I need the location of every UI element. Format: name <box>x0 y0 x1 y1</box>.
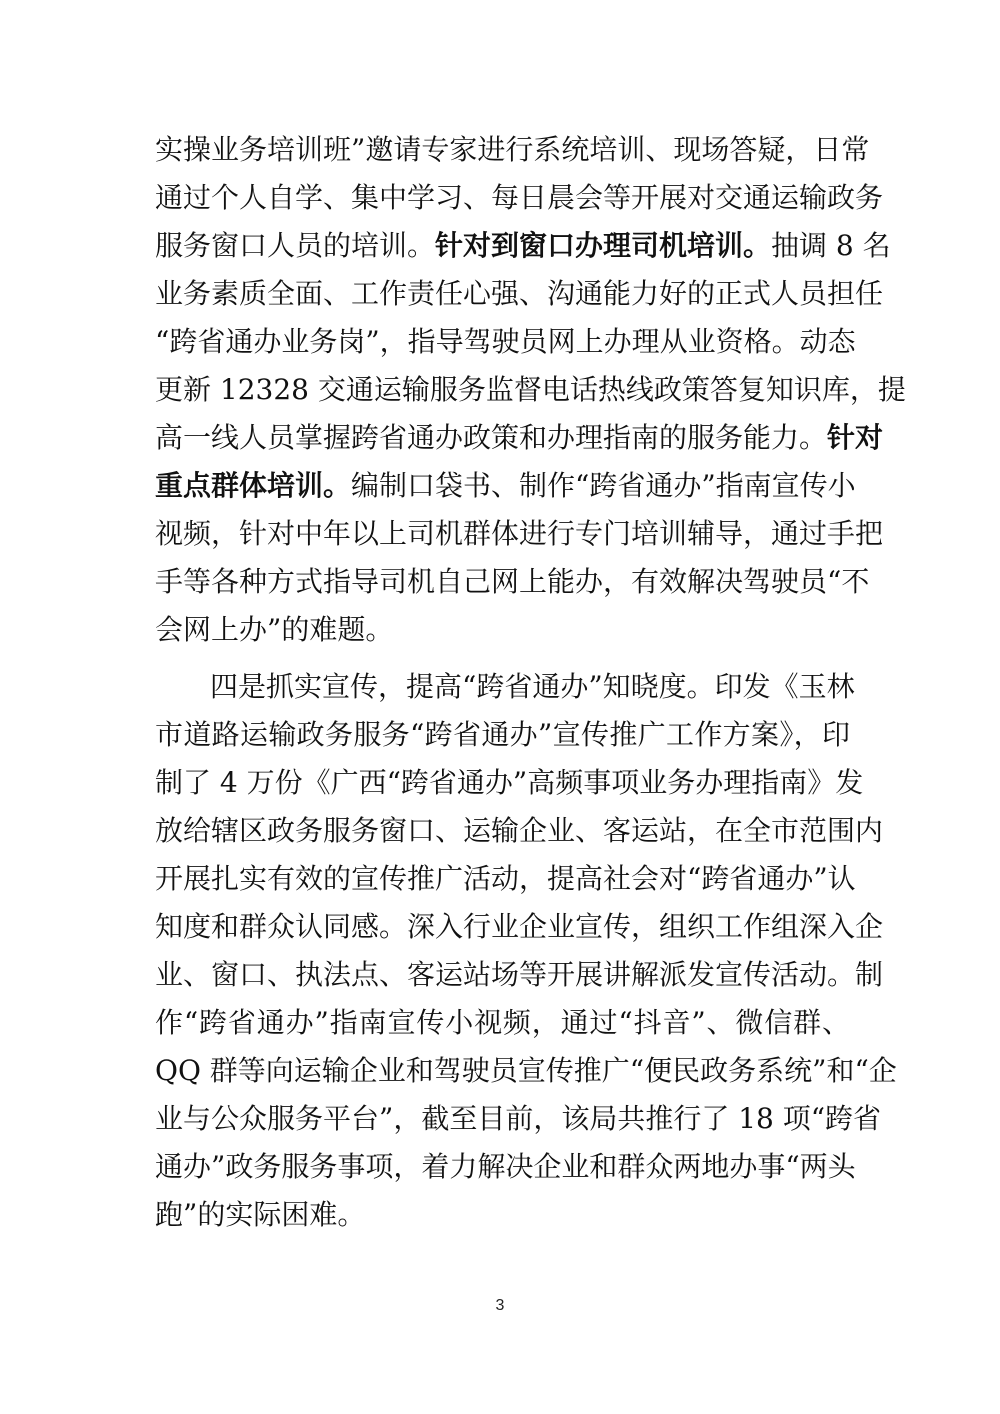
text-line <box>155 1096 882 1142</box>
body-text: 手等各种方式指导司机自己网上能办，有效解决驾驶员“不 <box>155 565 870 598</box>
text-line <box>155 1048 897 1094</box>
body-text: 服务窗口人员的培训。 <box>155 229 436 262</box>
body-text: 视频，针对中年以上司机群体进行专门培训辅导，通过手把 <box>155 517 884 550</box>
text-line <box>155 904 884 950</box>
text-line <box>155 367 906 413</box>
body-text: QQ 群等向运输企业和驾驶员宣传推广“便民政务系统”和“企 <box>155 1054 897 1087</box>
text-line <box>155 760 864 806</box>
text-line <box>155 511 884 557</box>
bold-heading-text: 重点群体培训。 <box>155 469 352 502</box>
text-line <box>155 856 856 902</box>
page-number: 3 <box>495 1297 505 1314</box>
bold-heading-text: 针对到窗口办理司机培训。 <box>435 229 772 262</box>
body-text: 高一线人员掌握跨省通办政策和办理指南的服务能力。 <box>155 421 828 454</box>
body-text: 放给辖区政务服务窗口、运输企业、客运站，在全市范围内 <box>155 814 884 847</box>
body-text: 业与公众服务平台”，截至目前，该局共推行了 18 项“跨省 <box>155 1102 882 1135</box>
body-text: 通办”政务服务事项，着力解决企业和群众两地办事“两头 <box>155 1150 856 1183</box>
body-text: 更新 12328 交通运输服务监督电话热线政策答复知识库，提 <box>155 373 906 406</box>
body-text: 四是抓实宣传，提高“跨省通办”知晓度。印发《玉林 <box>210 670 855 703</box>
text-line <box>155 712 850 758</box>
text-line <box>155 808 884 854</box>
text-line <box>155 175 884 221</box>
text-line <box>155 1192 850 1238</box>
text-line <box>155 463 856 509</box>
body-text: “跨省通办业务岗”，指导驾驶员网上办理从业资格。动态 <box>155 325 856 358</box>
body-text: 制了 4 万份《广西“跨省通办”高频事项业务办理指南》发 <box>155 766 864 799</box>
text-line <box>155 952 884 998</box>
body-text: 知度和群众认同感。深入行业企业宣传，组织工作组深入企 <box>155 910 884 943</box>
text-line <box>155 607 850 653</box>
bold-heading-text: 针对 <box>827 421 884 454</box>
text-line <box>155 127 870 173</box>
body-text: 编制口袋书、制作“跨省通办”指南宣传小 <box>351 469 856 502</box>
body-text: 业务素质全面、工作责任心强、沟通能力好的正式人员担任 <box>155 277 884 310</box>
text-line <box>210 664 855 710</box>
text-line <box>155 223 891 269</box>
text-line <box>155 415 884 461</box>
text-line <box>155 319 856 365</box>
body-text: 市道路运输政务服务“跨省通办”宣传推广工作方案》，印 <box>155 718 850 751</box>
text-line <box>155 1000 850 1046</box>
body-text: 抽调 8 名 <box>771 229 891 262</box>
text-line <box>155 559 870 605</box>
text-line <box>155 271 884 317</box>
body-text: 实操业务培训班”邀请专家进行系统培训、现场答疑，日常 <box>155 133 870 166</box>
body-text: 通过个人自学、集中学习、每日晨会等开展对交通运输政务 <box>155 181 884 214</box>
body-text: 开展扎实有效的宣传推广活动，提高社会对“跨省通办”认 <box>155 862 856 895</box>
body-text: 作“跨省通办”指南宣传小视频，通过“抖音”、微信群、 <box>155 1006 850 1039</box>
body-text: 跑”的实际困难。 <box>155 1198 366 1231</box>
body-text: 会网上办”的难题。 <box>155 613 394 646</box>
body-text: 业、窗口、执法点、客运站场等开展讲解派发宣传活动。制 <box>155 958 884 991</box>
text-line <box>155 1144 856 1190</box>
